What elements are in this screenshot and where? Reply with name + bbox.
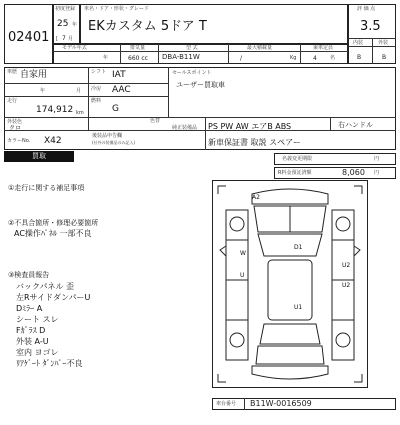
color-no-label: カラーNo.: [7, 138, 31, 144]
damage-mark-u1: U1: [294, 304, 303, 311]
handle-value: 右ハンドル: [338, 121, 373, 129]
interior-label: 内装: [353, 40, 364, 46]
month-unit: 月: [68, 36, 74, 42]
record-label: 後装品申告欄: [92, 133, 123, 139]
recycle-value: 8,060: [342, 168, 365, 177]
report-item: 室内 ヨゴレ: [16, 348, 59, 357]
section1-title: ①走行に関する補足事項: [8, 184, 85, 192]
recycle-unit: 円: [374, 170, 380, 176]
sales-point-label: セールスポイント: [172, 70, 212, 76]
usage-year-unit: 年: [40, 88, 46, 94]
usage-month-unit: 月: [76, 88, 82, 94]
color-no-value: X42: [44, 136, 62, 146]
seal-label: 色替: [150, 118, 161, 124]
recycle-label: R料金預託済額: [278, 170, 312, 176]
exterior-grade: B: [382, 54, 387, 61]
report-item: シート スレ: [16, 315, 59, 324]
damage-mark-u2: U2: [342, 262, 351, 269]
score-value: 3.5: [360, 19, 381, 34]
fuel-value: G: [112, 104, 119, 114]
capacity-label: 乗車定員: [313, 45, 334, 51]
damage-mark-u: U: [240, 272, 245, 279]
section2-title: ②不具合箇所・修理必要箇所: [8, 219, 99, 227]
year-unit: 年: [72, 22, 78, 28]
color-label: 外装色: [7, 119, 23, 125]
model-unit: 年: [103, 55, 109, 61]
month-value: 7: [62, 35, 66, 42]
tax-unit: 円: [374, 156, 380, 162]
section2-item: AC操作ﾊﾟﾈﾙ 一部不良: [14, 229, 92, 238]
spec-row: [53, 44, 348, 64]
load-value: /: [240, 55, 243, 62]
chassis-label: 車台番号: [216, 401, 237, 407]
displacement-label: 排気量: [130, 45, 146, 51]
aircon-label: 冷房: [91, 86, 102, 92]
report-item: バックパネル 歪: [16, 282, 75, 291]
report-item: ﾘｱｹﾞｰﾄ ﾀﾞﾝﾊﾟｰ不良: [16, 359, 83, 368]
car-name-label: 車名・ドア・形状・グレード: [84, 6, 149, 12]
mileage-unit: km: [76, 110, 84, 116]
equipment-label: 純正装備品: [172, 125, 198, 131]
equipment-value: PS PW AW エアB ABS: [208, 122, 292, 131]
load-label: 最大積載量: [247, 45, 273, 51]
report-item: Dﾐﾗｰ A: [16, 304, 43, 313]
lot-number: 02401: [8, 30, 50, 45]
damage-mark-u2: U2: [342, 282, 351, 289]
chassis-value: B11W-0016509: [250, 399, 312, 408]
month-bracket-open: [: [56, 36, 58, 42]
exterior-label: 外装: [378, 40, 389, 46]
year-label: 初度登録: [55, 6, 76, 12]
car-name: EKカスタム 5ドア T: [88, 19, 207, 34]
section3-title: ③検査員報告: [8, 271, 50, 279]
shift-label: シフト: [91, 69, 107, 75]
displacement-value: 660 cc: [128, 55, 148, 62]
tax-label: 名義変更期限: [282, 156, 313, 162]
score-label: 評 価 点: [357, 6, 376, 12]
model-label: モデル年式: [62, 45, 87, 51]
report-item: Fｶﾞﾗｽ D: [16, 326, 46, 335]
mileage-label: 走行: [7, 98, 18, 104]
fuel-label: 燃料: [91, 98, 102, 104]
damage-mark-w: W: [240, 250, 246, 257]
record-value: 新車保証書 取説 スペアー: [208, 138, 301, 147]
capacity-unit: 名: [330, 55, 336, 61]
year-value: 25: [57, 19, 69, 29]
interior-grade: B: [357, 54, 362, 61]
report-item: 外装 A-U: [16, 337, 49, 346]
usage-value: 自家用: [20, 70, 48, 80]
load-unit: Kg: [290, 55, 297, 61]
damage-mark-d1: D1: [294, 244, 303, 251]
type-label: 型 式: [186, 45, 198, 51]
mileage-value: 174,912: [36, 105, 74, 115]
report-item: 左RサイドダンパーU: [16, 293, 91, 302]
shift-value: IAT: [112, 70, 126, 80]
record-sub: (社外の装備品のみ記入): [92, 140, 136, 145]
type-value: DBA-B11W: [162, 53, 200, 61]
capacity-value: 4: [313, 55, 317, 62]
purchase-banner: 買取: [4, 151, 74, 162]
usage-label: 車歴: [7, 69, 18, 75]
aircon-value: AAC: [112, 85, 131, 95]
damage-mark-a2: A2: [252, 194, 260, 201]
sales-point-value: ユーザー買取車: [176, 81, 225, 89]
color-value: クロ: [9, 125, 22, 132]
